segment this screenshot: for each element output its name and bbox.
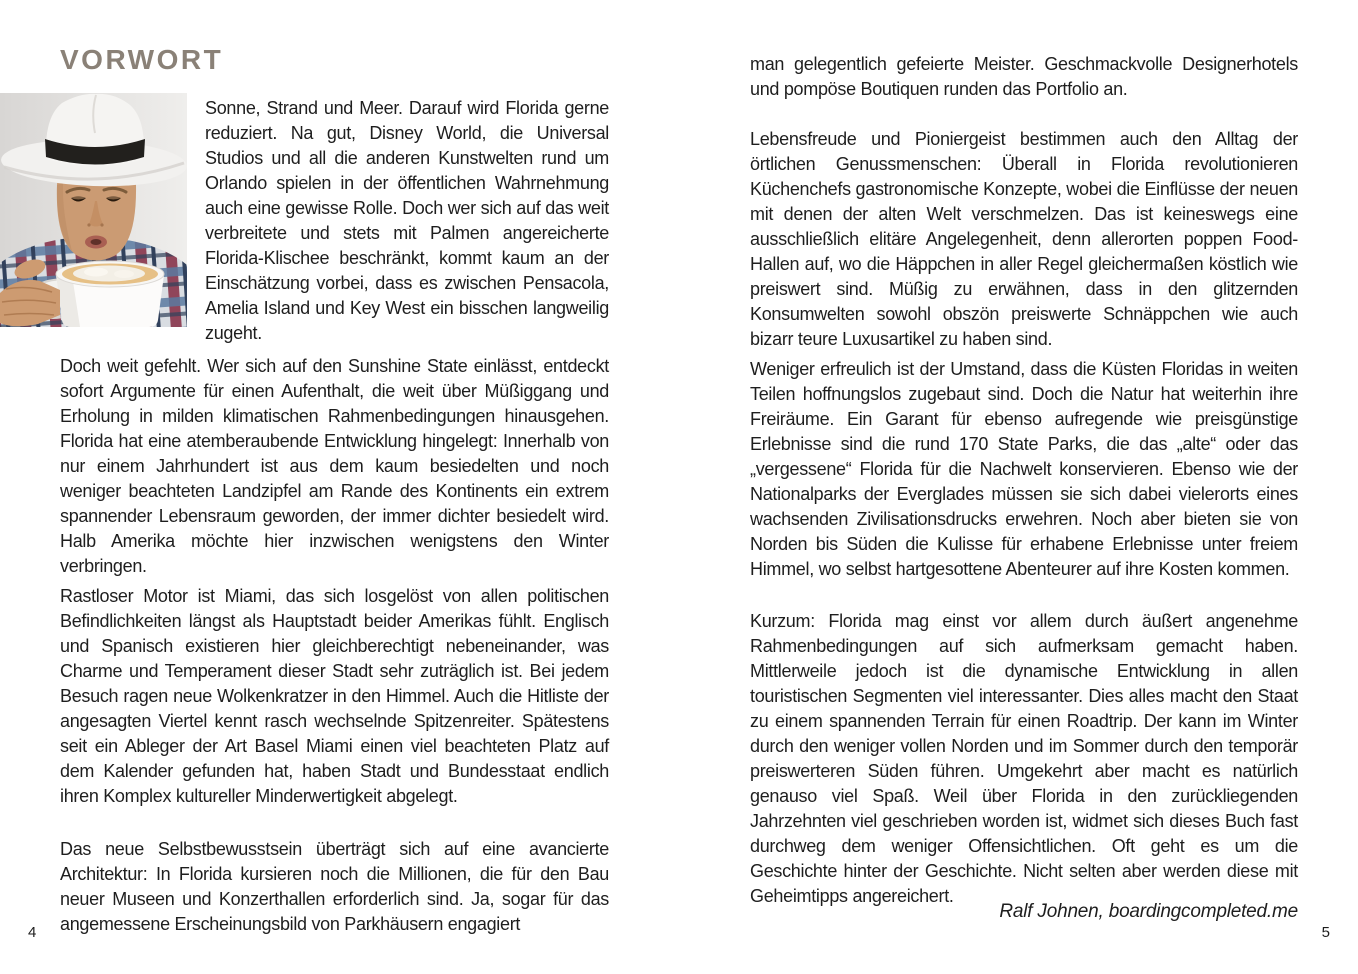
- page-number-left: 4: [28, 924, 37, 941]
- page-title: VORWORT: [60, 44, 224, 75]
- paragraph: Kurzum: Florida mag einst vor allem durch äußert angenehme Rahmenbedingungen auf sich aufmerksam gemacht haben. Mittlerweile jedoch ist die dynamische Entwicklung in allen touristischen Segmenten viel interessanter. Dies alles macht den Staat zu einem spannenden Terrain für einen Roadtrip. Der kann im Winter durch den weniger vollen Norden und im Sommer durch den temporär preiswerteren Süden führen. Umgekehrt aber macht es natürlich genauso viel Spaß. Weil über Florida in den zurückliegenden Jahrzehnten viel geschrieben worden ist, widmet sich dieses Buch fast durchweg dem weniger Offensichtlichen. Oft geht es um die Geschichte hinter der Geschichte. Nicht selten aber werden diese mit Geheimtipps angereichert.: [750, 611, 1298, 906]
- author-signature: Ralf Johnen, boardingcompleted.me: [999, 901, 1298, 922]
- author-photo-illustration: [0, 93, 187, 327]
- paragraph: Weniger erfreulich ist der Umstand, dass die Küsten Floridas in weiten Teilen hoffnungslos zugebaut sind. Doch die Natur hat weiterhin ihre Freiräume. Ein Garant für ebenso aufregende wie preisgünstige Erlebnisse sind die rund 170 State Parks, die das „alte“ oder das „vergessene“ Florida für die Nachwelt konservieren. Ebenso wie der Nationalparks der Everglades müssen sie sich dabei vielerorts eines wachsenden Zivilisationsdrucks erwehren. Noch aber bieten sie von Norden bis Süden die Kulisse für erhabene Erlebnisse unter freiem Himmel, wo selbst hartgesottene Abenteurer auf ihre Kosten kommen.: [750, 359, 1298, 579]
- paragraph: Doch weit gefehlt. Wer sich auf den Sunshine State einlässt, entdeckt sofort Argumente für einen Aufenthalt, die weit über Müßiggang und Erholung in milden klimatischen Rahmenbedingungen hinausgehen. Florida hat eine atemberaubende Entwicklung hingelegt: Innerhalb von nur einem Jahrhundert ist aus dem kaum besiedelten und noch weniger beachteten Landzipfel am Rande des Kontinents ein extrem spannender Lebensraum geworden, der immer dichter besiedelt wird. Halb Amerika möchte hier inzwischen wenigstens den Winter verbringen.: [60, 356, 609, 576]
- paragraph: man gelegentlich gefeierte Meister. Geschmackvolle Designerhotels und pompöse Boutiquen runden das Portfolio an.: [750, 54, 1298, 99]
- page-number-right: 5: [1321, 924, 1330, 941]
- paragraph: Das neue Selbstbewusstsein überträgt sich auf eine avancierte Architektur: In Florida kursieren noch die Millionen, die für den Bau neuer Museen und Konzerthallen erforderlich sind. Ja, sogar für das angemessene Erscheinungsbild von Parkhäusern engagiert: [60, 839, 609, 934]
- author-photo: [0, 93, 187, 327]
- paragraph: Lebensfreude und Pioniergeist bestimmen auch den Alltag der örtlichen Genussmenschen: Überall in Florida revolutionieren Küchenchefs gastronomische Konzepte, wobei die Einflüsse der neuen mit denen der alten Welt verschmelzen. Das ist keineswegs eine ausschließlich elitäre Angelegenheit, denn allerorten poppen Food-Hallen auf, wo die Häppchen in aller Regel gleichermaßen köstlich wie preiswert sind. Müßig zu erwähnen, dass in den glitzernden Konsumwelten sowohl obszön preiswerte Schnäppchen wie auch bizarr teure Luxusartikel zu haben sind.: [750, 129, 1298, 349]
- paragraph: Rastloser Motor ist Miami, das sich losgelöst von allen politischen Befindlichkeiten längst als Hauptstadt beider Amerikas fühlt. Englisch und Spanisch existieren hier gleichberechtigt nebeneinander, was Charme und Temperament dieser Stadt sehr zuträglich ist. Bei jedem Besuch ragen neue Wolkenkratzer in den Himmel. Auch die Hitliste der angesagten Viertel kennt rasch wechselnde Spitzenreiter. Spätestens seit ein Ableger der Art Basel Miami einen viel beachteten Platz auf dem Kalender gefunden hat, haben Stadt und Bundesstaat endlich ihren Komplex kultureller Minderwertigkeit abgelegt.: [60, 586, 609, 806]
- paragraph-intro: Sonne, Strand und Meer. Darauf wird Florida gerne reduziert. Na gut, Disney World, die Universal Studios und all die anderen Kunstwelten rund um Orlando spielen in der öffentlichen Wahrnehmung auch eine gewisse Rolle. Doch wer sich auf das weit verbreitete und stets mit Palmen angereicherte Florida-Klischee beschränkt, kommt kaum an der Einschätzung vorbei, dass es zwischen Pensacola, Amelia Island und Key West ein bisschen langweilig zugeht.: [205, 98, 609, 343]
